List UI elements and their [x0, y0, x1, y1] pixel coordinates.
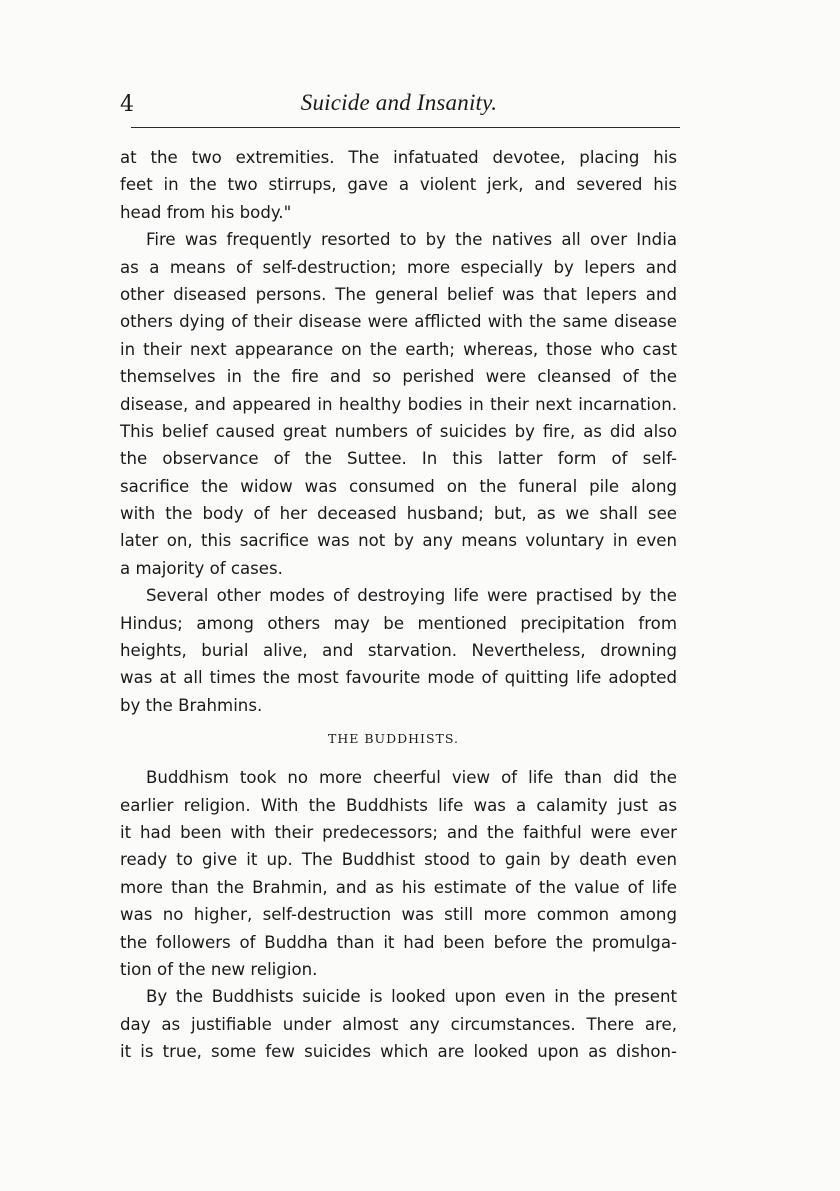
text-line: was at all times the most favourite mode of quitting life adopted — [120, 668, 677, 688]
section-heading: THE BUDDHISTS. — [328, 731, 459, 747]
paragraph — [120, 983, 677, 1065]
text-line: a majority of cases. — [120, 558, 283, 578]
text-line: tion of the new religion. — [120, 959, 318, 979]
paragraph — [120, 764, 677, 983]
text-line: others dying of their disease were afflicted with the same disease — [120, 312, 677, 332]
paragraph — [120, 582, 677, 719]
running-title: Suicide and Insanity. — [300, 90, 498, 115]
text-line: the observance of the Suttee. In this latter form of self- — [120, 449, 677, 469]
text-line: themselves in the fire and so perished were cleansed of the — [120, 367, 677, 387]
text-line: it had been with their predecessors; and the faithful were ever — [120, 822, 677, 842]
text-line: Fire was frequently resorted to by the natives all over India — [146, 230, 677, 250]
text-line: with the body of her deceased husband; but, as we shall see — [120, 504, 677, 524]
text-line: sacrifice the widow was consumed on the funeral pile along — [120, 476, 677, 496]
body-text — [120, 144, 677, 1066]
text-line: more than the Brahmin, and as his estimate of the value of life — [120, 877, 677, 897]
text-line: by the Brahmins. — [120, 695, 263, 715]
text-line: By the Buddhists suicide is looked upon even in the present — [146, 987, 677, 1007]
text-line: other diseased persons. The general belief was that lepers and — [120, 284, 677, 304]
text-line: Several other modes of destroying life were practised by the — [146, 586, 677, 606]
text-line: at the two extremities. The infatuated devotee, placing his — [120, 148, 677, 167]
text-line: day as justifiable under almost any circumstances. There are, — [120, 1014, 677, 1034]
paragraph — [120, 144, 677, 226]
text-line: Buddhism took no more cheerful view of life than did the — [146, 768, 677, 788]
text-line: was no higher, self-destruction was still more common among — [120, 905, 677, 925]
text-line: in their next appearance on the earth; whereas, those who cast — [120, 339, 677, 359]
header-rule — [131, 127, 680, 128]
text-line: heights, burial alive, and starvation. Nevertheless, drowning — [120, 641, 677, 661]
text-line: later on, this sacrifice was not by any means voluntary in even — [120, 531, 677, 551]
page-number: 4 — [120, 92, 134, 117]
text-line: This belief caused great numbers of suicides by fire, as did also — [120, 421, 677, 441]
text-line: disease, and appeared in healthy bodies in their next incarnation. — [120, 394, 677, 414]
text-line: earlier religion. With the Buddhists life was a calamity just as — [120, 795, 677, 815]
text-line: Hindus; among others may be mentioned precipitation from — [120, 613, 677, 633]
text-line: as a means of self-destruction; more especially by lepers and — [120, 257, 677, 277]
text-line: feet in the two stirrups, gave a violent jerk, and severed his — [120, 175, 677, 195]
text-line: head from his body." — [120, 202, 292, 222]
text-line: ready to give it up. The Buddhist stood to gain by death even — [120, 850, 677, 870]
text-line: it is true, some few suicides which are looked upon as dishon- — [120, 1042, 677, 1062]
paragraph — [120, 226, 677, 582]
text-line: the followers of Buddha than it had been before the promulga- — [120, 932, 677, 952]
page-header — [118, 84, 680, 124]
